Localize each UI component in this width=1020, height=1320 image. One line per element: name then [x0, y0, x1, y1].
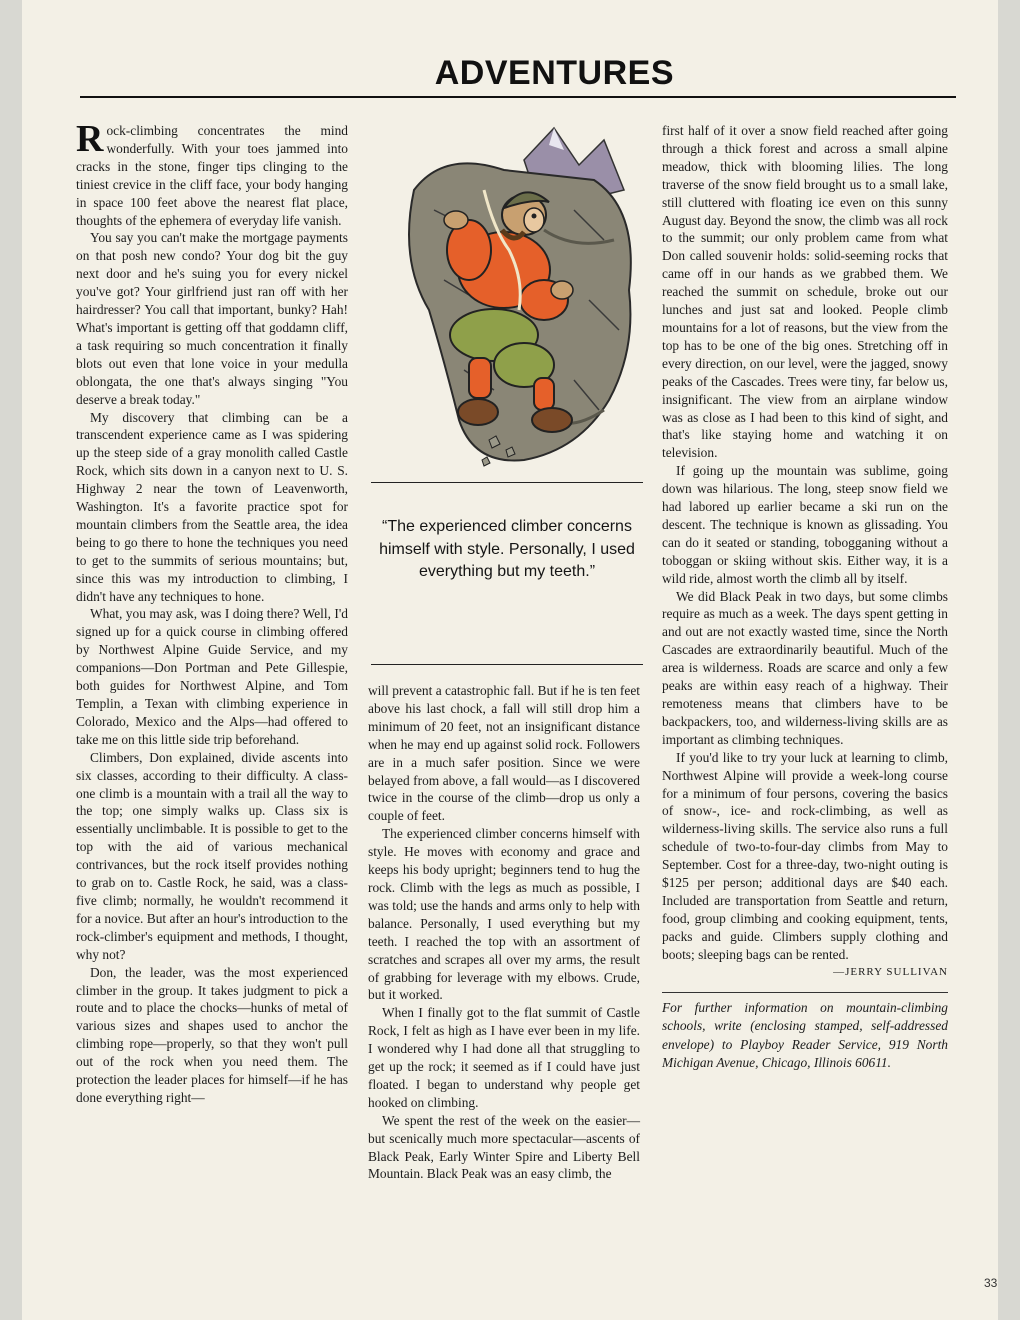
pull-quote: “The experienced climber concerns himself with style. Personally, I used everything but my teeth.”	[379, 518, 635, 580]
drop-cap: R	[76, 118, 104, 160]
pullquote-rule-top	[371, 482, 643, 483]
section-title: ADVENTURES	[434, 54, 674, 92]
article-column-2	[368, 682, 640, 1183]
paragraph: Climbers, Don explained, divide ascents into six classes, according to their difficulty. A class-one climb is a mountain with a trail all the way to the top; one simply walks up. Class six is essentially unclimbable. It is possible to get to the top with the aid of various mechanical contrivances, but the rock itself provides nothing to grab on to. Castle Rock, he said, was a class-five climb; normally, he wouldn't recommend it for a novice. But after an hour's introduction to the rock-climber's equipment and methods, I thought, why not?	[76, 749, 348, 962]
paragraph: We did Black Peak in two days, but some climbs require as much as a week. The days spent getting in and out are not exactly wasted time, since the North Cascades are extraordinarily beautiful. Much of the area is wilderness. Roads are scarce and only a few peaks are within easy reach of a highway. Their remoteness means that climbers have to be backpackers, too, and wilderness-living skills are as important as climbing techniques.	[662, 588, 948, 747]
masthead	[80, 48, 956, 98]
byline: —JERRY SULLIVAN	[833, 965, 948, 978]
paragraph: Rock-climbing concentrates the mind wonderfully. With your toes jammed into cracks in the stone, finger tips clinging to the tiniest crevice in the cliff face, your body hanging in space 100 feet above the nearest flat place, thoughts of the ephemera of everyday life vanish.	[76, 118, 348, 228]
paragraph: Don, the leader, was the most experienced climber in the group. It takes judgment to pick a route and to place the chocks—hunks of metal of various sizes and shapes used to anchor the climbing rope—properly, so that they won't pull out of the rock when you need them. The protection the leader places for himself—if he has done everything right—	[76, 964, 348, 1105]
paragraph: My discovery that climbing can be a transcendent experience came as I was spidering up the steep side of a gray monolith called Castle Rock, which sits down in a canyon next to U. S. Highway 2 near the town of Leavenworth, Washington. It's a favorite practice spot for mountain climbers from the Seattle area, the idea being to go there to hone the techniques you need to get to the summits of serious mountains; but, since this was my introduction to climbing, I didn't have any techniques to hone.	[76, 409, 348, 604]
climber-illustration	[374, 120, 646, 476]
article-column-3	[662, 122, 948, 1073]
paragraph: If going up the mountain was sublime, going down was hilarious. The long, steep snow field we had labored up earlier became a ski run on the descent. The technique is known as glissading. You can do it seated or standing, tobogganing without a toboggan or skiing without skis. Either way, it is a wild ride, almost worth the climb all by itself.	[662, 463, 948, 586]
paragraph: will prevent a catastrophic fall. But if he is ten feet above his last chock, a fall will still drop him a minimum of 20 feet, not an insignificant distance when he may end up against solid rock. Followers are in a much safer position. Since we were belayed from above, a fall would—as I discovered twice in the course of the climb—drop us only a couple of feet.	[368, 683, 640, 824]
paragraph: When I finally got to the flat summit of Castle Rock, I felt as high as I have ever been in my life. I wondered why I had done all that struggling to get up the rock; it seemed as if I could have just floated. I began to understand why people get hooked on climbing.	[368, 1005, 640, 1110]
note-divider	[662, 992, 948, 993]
climber-drawing	[374, 120, 646, 476]
paragraph: What, you may ask, was I doing there? Well, I'd signed up for a quick course in climbing offered by Northwest Alpine Guide Service, and my companions—Don Portman and Pete Gillespie, both guides for Northwest Alpine, and Tom Templin, a Texan with climbing experience in Colorado, Mexico and the Alps—had offered to take me on this little side trip beforehand.	[76, 606, 348, 747]
paragraph: If you'd like to try your luck at learning to climb, Northwest Alpine will provide a week-long course for a minimum of four persons, covering the basics of snow-, ice- and rock-climbing, as well as wilderness-living skills. The service also runs a full schedule of two-to-four-day climbs from May to September. Cost for a three-day, two-night outing is $125 per person; additional days are $40 each. Included are transportation from Seattle and return, food, group climbing and cooking equipment, tents, packs and guide. Climbers supply clothing and boots; sleeping bags can be rented.	[662, 749, 948, 962]
paragraph: You say you can't make the mortgage payments on that posh new condo? Your dog bit the guy next door and he's suing you for every nickel you've got? Your girlfriend just ran off with her hairdresser? You call that important, bunky? Hah! What's important is getting off that goddamn cliff, a task requiring so much concentration it finally blots out even that lone voice in your medulla oblongata, the one that's always singing "You deserve a break today."	[76, 230, 348, 407]
reader-service-note: For further information on mountain-climbing schools, write (enclosing stamped, self-addressed envelope) to Playboy Reader Service, 919 North Michigan Avenue, Chicago, Illinois 60611.	[662, 999, 948, 1070]
page-number: 33	[984, 1276, 998, 1290]
magazine-page	[22, 0, 998, 1320]
paragraph: The experienced climber concerns himself with style. He moves with economy and grace and keeps his body upright; beginners tend to hug the rock. Climb with the legs as much as possible, I was told; use the hands and arms only to help with balance. Personally, I used everything but my teeth. I reached the top with an assortment of scratches and scrapes all over my arms, the result of grabbing for leverage with my elbows. Crude, but it worked.	[368, 826, 640, 1003]
paragraph: first half of it over a snow field reached after going through a thick forest and across a small alpine meadow, thick with blooming lilies. The long traverse of the snow field brought us to a small lake, still cluttered with floating ice even on this sunny August day. Beyond the snow, the climb was all rock to the summit; our only problem came from what Don called souvenir holds: solid-seeming rocks that came off in our hands as we grabbed them. We reached the summit on schedule, broke out our lunches and just sat and looked. People climb mountains for a lot of reasons, but the view from the top has to be one of the big ones. Stretching off in every direction, on our level, were the jagged, snowy peaks of the Cascades. Trees were tiny, far below us, insignificant. The view from an airplane window was as close as I had been to this kind of sight, and that's like staying home and watching it on television.	[662, 123, 948, 461]
article-column-1	[76, 118, 348, 1107]
pullquote-rule-bottom	[371, 664, 643, 665]
paragraph: We spent the rest of the week on the easier—but scenically much more spectacular—ascents of Black Peak, Early Winter Spire and Liberty Bell Mountain. Black Peak was an easy climb, the	[368, 1112, 640, 1182]
